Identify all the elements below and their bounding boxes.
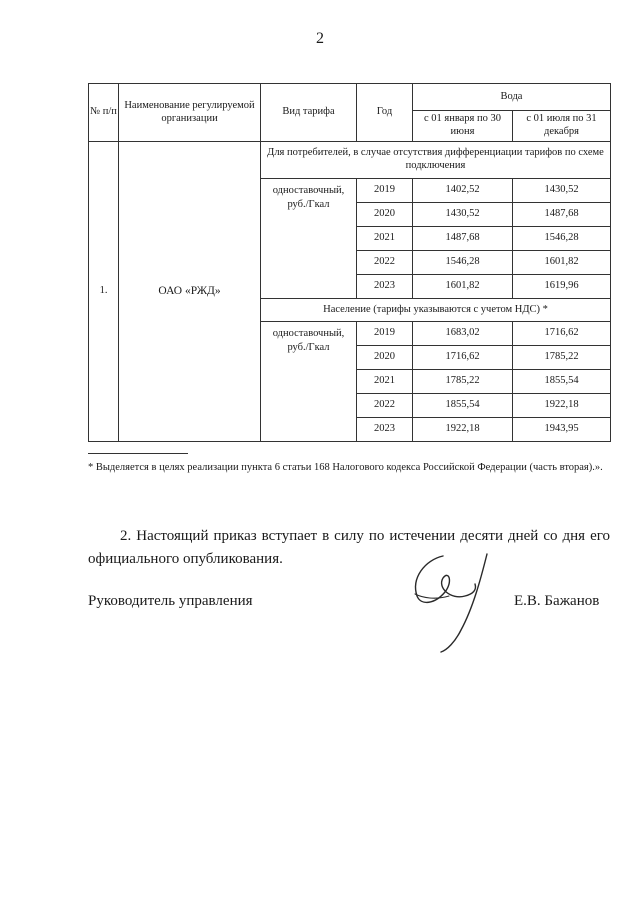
- section-title: Для потребителей, в случае отсутствия дифференциации тарифов по схеме подключения: [261, 142, 611, 179]
- tariff-value: 1402,52: [413, 179, 513, 203]
- tariff-value: 1922,18: [413, 418, 513, 442]
- tariff-table: [88, 83, 611, 442]
- tariff-value: 1855,54: [413, 394, 513, 418]
- header-water: Вода: [413, 84, 611, 111]
- signatory-title: Руководитель управления: [88, 593, 253, 609]
- handwritten-signature: [403, 548, 513, 658]
- row-number: 1.: [89, 142, 119, 442]
- header-period-1: с 01 января по 30 июня: [413, 111, 513, 142]
- header-period-2: с 01 июля по 31 декабря: [513, 111, 611, 142]
- page-number: 2: [316, 30, 324, 47]
- footnote-divider: [88, 453, 188, 454]
- year-cell: 2020: [357, 203, 413, 227]
- tariff-value: 1785,22: [513, 346, 611, 370]
- tariff-type-cell: одноставочный, руб./Гкал: [261, 179, 357, 299]
- header-year: Год: [357, 84, 413, 142]
- year-cell: 2020: [357, 346, 413, 370]
- year-cell: 2023: [357, 418, 413, 442]
- tariff-value: 1601,82: [513, 251, 611, 275]
- year-cell: 2019: [357, 322, 413, 346]
- header-num: № п/п: [89, 84, 119, 142]
- header-organization: Наименование регулируемой организации: [119, 84, 261, 142]
- tariff-value: 1716,62: [513, 322, 611, 346]
- tariff-type-cell: одноставочный, руб./Гкал: [261, 322, 357, 442]
- tariff-value: 1922,18: [513, 394, 611, 418]
- tariff-value: 1546,28: [413, 251, 513, 275]
- tariff-value: 1683,02: [413, 322, 513, 346]
- tariff-value: 1855,54: [513, 370, 611, 394]
- year-cell: 2022: [357, 394, 413, 418]
- clause-paragraph: 2. Настоящий приказ вступает в силу по истечении десяти дней со дня его официального опубликования.: [88, 528, 610, 568]
- footnote: * Выделяется в целях реализации пункта 6 статьи 168 Налогового кодекса Российской Федерации (часть вторая).».: [88, 462, 603, 473]
- tariff-value: 1785,22: [413, 370, 513, 394]
- year-cell: 2023: [357, 275, 413, 299]
- year-cell: 2022: [357, 251, 413, 275]
- year-cell: 2021: [357, 227, 413, 251]
- organization-name: ОАО «РЖД»: [119, 142, 261, 442]
- tariff-value: 1487,68: [413, 227, 513, 251]
- tariff-value: 1716,62: [413, 346, 513, 370]
- signatory-name: Е.В. Бажанов: [514, 593, 600, 609]
- tariff-value: 1943,95: [513, 418, 611, 442]
- year-cell: 2019: [357, 179, 413, 203]
- tariff-value: 1430,52: [413, 203, 513, 227]
- tariff-value: 1619,96: [513, 275, 611, 299]
- header-tariff-type: Вид тарифа: [261, 84, 357, 142]
- tariff-value: 1487,68: [513, 203, 611, 227]
- tariff-value: 1430,52: [513, 179, 611, 203]
- tariff-value: 1546,28: [513, 227, 611, 251]
- tariff-value: 1601,82: [413, 275, 513, 299]
- year-cell: 2021: [357, 370, 413, 394]
- section-title: Население (тарифы указываются с учетом НДС) *: [261, 299, 611, 322]
